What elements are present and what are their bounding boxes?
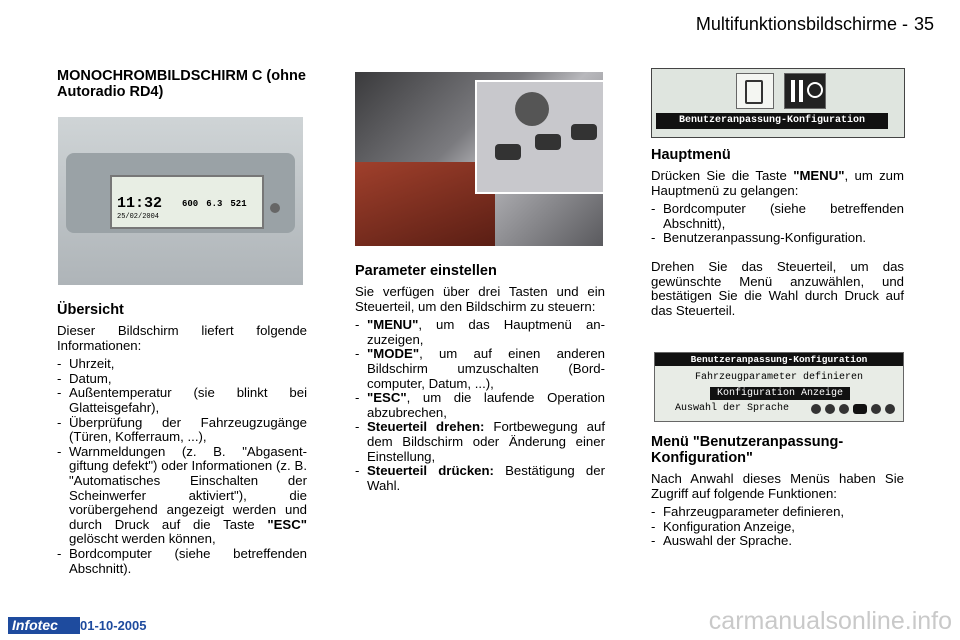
list-item: - "MENU", um das Hauptmenü an-zuzeigen,: [355, 317, 605, 347]
infotec-logo: Infotec: [8, 617, 80, 634]
overview-intro: Dieser Bildschirm liefert folgende Informationen:: [57, 323, 307, 353]
list-item: - Überprüfung der Fahrzeugzugänge (Türen, Kofferraum, ...),: [57, 414, 307, 445]
section-heading-settings: Parameter einstellen: [355, 263, 497, 279]
list-item: - Fahrzeugparameter definieren,: [651, 504, 845, 520]
config-menu-list: [651, 505, 904, 549]
main-menu-screen: [651, 68, 905, 138]
section-title-mono: MONOCHROMBILDSCHIRM C (ohne Autoradio RD4): [57, 68, 306, 100]
list-item: - Auswahl der Sprache.: [651, 533, 793, 549]
watermark: carmanualsonline.info: [708, 607, 952, 635]
lcd-screen: [110, 175, 264, 229]
header-title: Multifunktionsbildschirme -: [695, 14, 908, 34]
lcd-value: 521: [230, 199, 247, 209]
config-menu-title: Benutzeranpassung-Konfiguration: [655, 353, 903, 366]
list-item: - Uhrzeit,: [57, 356, 115, 372]
list-item: - "ESC", um die laufende Operation abzubrechen,: [355, 390, 605, 420]
page-number: 35: [913, 14, 934, 34]
config-menu-row-selected: Konfiguration Anzeige: [710, 387, 850, 400]
column-1-title: [57, 68, 307, 100]
config-menu-intro: Nach Anwahl dieses Menüs haben Sie Zugriff auf folgende Funktionen:: [651, 471, 904, 501]
list-item: - Warnmeldungen (z. B. "Abgasent-giftung defekt") oder Informationen (z. B. "Automatisches Einschalten der Scheinwerfer aktiviert"), die vorübergehend angezeigt werden und durch Druck auf die Taste "ESC" gelöscht werden können,: [57, 443, 307, 547]
list-item: - Bordcomputer (siehe betreffenden Abschnitt).: [57, 545, 307, 576]
overview-list: [57, 357, 307, 576]
settings-list: [355, 318, 605, 493]
config-menu-row: Auswahl der Sprache: [675, 403, 790, 414]
control-buttons-photo: [355, 72, 603, 246]
main-menu-intro: Drücken Sie die Taste "MENU", um zum Hauptmenü zu gelangen:: [651, 168, 904, 198]
config-menu-row: Fahrzeugparameter definieren: [694, 372, 864, 383]
lcd-value: 6.3: [206, 199, 223, 209]
section-heading-overview: Übersicht: [57, 302, 124, 318]
page-header: [696, 14, 934, 35]
list-item: - "MODE", um auf einen anderen Bildschirm umzuschalten (Bord-computer, Datum, ...),: [355, 346, 605, 391]
main-menu-list: [651, 202, 904, 246]
lcd-time: 11:32: [117, 195, 163, 212]
main-menu-label: Benutzeranpassung-Konfiguration: [656, 113, 888, 129]
lcd-value: 600: [182, 199, 199, 209]
list-item: - Konfiguration Anzeige,: [651, 518, 795, 534]
list-item: - Steuerteil drehen: Fortbewegung auf dem Bildschirm oder Änderung einer Einstellung,: [355, 419, 605, 464]
main-menu-instructions: Drehen Sie das Steuerteil, um das gewünschte Menü anzuwählen, und bestätigen Sie die Wahl durch Druck auf das Steuerteil.: [651, 258, 904, 318]
list-item: - Steuerteil drücken: Bestätigung der Wahl.: [355, 463, 605, 493]
trip-computer-icon: [736, 73, 774, 109]
footer-date: 01-10-2005: [80, 618, 147, 633]
section-heading-main-menu: Hauptmenü: [651, 147, 731, 163]
settings-intro: Sie verfügen über drei Tasten und ein Steuerteil, um den Bildschirm zu steuern:: [355, 284, 605, 314]
dashboard-display-photo: [58, 117, 303, 285]
list-item: - Außentemperatur (sie blinkt bei Glatteisgefahr),: [57, 385, 307, 415]
knob-icon: [270, 203, 280, 213]
list-item: - Bordcomputer (siehe betreffenden Abschnitt),: [651, 201, 904, 231]
lcd-date: 25/02/2004: [117, 213, 160, 221]
config-menu-screen: [654, 352, 904, 422]
language-flags-icon: [811, 404, 895, 414]
list-item: - Datum,: [57, 370, 112, 386]
settings-sliders-icon: [784, 73, 826, 109]
section-heading-config-menu: Menü "Benutzeranpassung-Konfiguration": [651, 434, 844, 466]
list-item: - Benutzeranpassung-Konfiguration.: [651, 230, 867, 246]
